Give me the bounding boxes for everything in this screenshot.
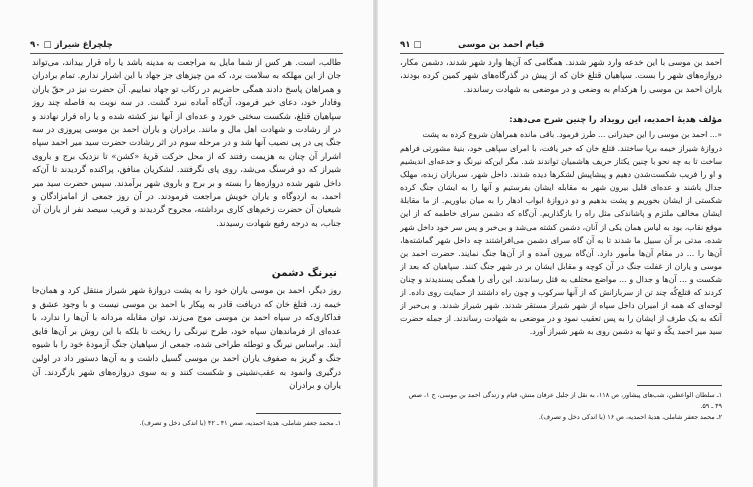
right-page-number-header: ۹۱ □: [400, 40, 422, 50]
quote-line: «... احمد بن موسی را این حیدرانی ... طرز فرمود. باقی مانده همراهان شروع کرده به پشت: [422, 130, 722, 139]
right-footnote-rule: [637, 385, 722, 386]
right-paragraph-2: دروازهٔ شیراز خیمه برپا ساختند. قتلغ خان که خبر یافت، با امرای سپاهی خود، بنیهٔ مشورتی فراهم ساخت تا به چه نحو با چنین یکتاز حریف هاشمیان تواندند شد. مگر این‌که نیرنگ و خدعه‌ای اندیشیم و او را فریب شکست‌شدن دهیم و پیشاپیش لشکرها دیده شدند. داخل شهر، سربازان زبده، مهلک جدال باشند و عده‌ای قلیل بیرون شهر به مقابله ایشان بفرستیم و آنها را به ایشان جنگ کرده شکستی از ایشان بخوریم و پشت بدهیم و دو دروازهٔ ابواب ادهار را به میان بیاوریم. از ما مقابلهٔ ایشان مخالف ملتزم و پاشاندکی مثل راه را بازگذاریم. آن‌گاه که دشمن سرای خاطمه که از این موقع نقاب، بود به لیاس همان یکی از آنان، دشمن کشته می‌شد و بی‌خبر و پس سر خود داخل شهر شده، مدتی بر آن سبیل ما شدند تا به آن گاه سرای دشمن می‌افراشتند چه داخل شهر گماشته‌ها، آن‌ها را ... در مقام آن‌ها مأمور دارد. آن‌گاه بیرون آمده و از آن‌ها جنگ نمایند. حضرت احمد بن موسی و یاران از غفلت جنگ در آن کوچه و مقابل ایشان بر در شهر جنگ کنند. سپاهیان که بعد از شکست و ... آن‌ها و جدال و ... مواضع مختلف به قتل رساندند. این رأی را همگی پسندیدند و چنان کردند که قتلغ‌کُه چند تن از سربازانش که از آنها سرکوب و چون راه داشتند از حمایت روی داده. از لوحه‌ای که همه از امیران داخل سپاه از شهر شیراز مستقر شدند. شهر شیراز شدند. و بی‌خبر از آنکه به یک طرف از ایشان را به پس تعقیب نمود و در موضعی به شهادت رساندند. از جمله حضرت سید میر احمد یکّه و تنها به دشمن روی به شهر شیراز آورد.: [400, 144, 722, 337]
left-paragraph-2: روز دیگر، احمد بن موسی یاران خود را به پشت دروازهٔ شهر شیراز منتقل کرد و همان‌جا خیمه زد. قتلغ خان که دریافت قادر به پیکار با احمد بن موسی نیست و با وجود عشق و فداکاری‌که در سپاه احمد بن موسی موج می‌زند، توان مقابله مردانه با آن‌ها را ندارد، با عده‌ای از فرماندهان سپاه خود، طرح نیرنگی را ریخت تا بلکه با این روش بر آن‌ها فایق آیند. براساس نیرنگ و توطئه طراحی شده، جمعی از سپاهیان جنگ آزمودهٔ خود را با شیوه جنگ و گریز به صفوف یاران احمد بن موسی گسیل داشت و به آن‌ها دستور داد در اولین درگیری وانمود به عقب‌نشینی و شکست کنند و به سوی دروازه‌های شهر بازگردند. آن یاران و برادران: [32, 285, 341, 391]
left-header-rule: [30, 53, 343, 54]
right-header-rule: [400, 53, 724, 54]
right-footnote-1: ۱ـ سلطان الواعظین، شب‌های پیشاور، ص ۱۱۸، به نقل از جلیل عرفان منش، قیام و زندگی احمد بن موسی، ج ۱، صص ۴۹ ـ ۵۹.: [408, 391, 722, 410]
right-running-title: قیام احمد بن موسی: [458, 40, 545, 50]
left-footnote-rule: [256, 413, 341, 414]
left-page: [0, 0, 373, 487]
right-paragraph-1: احمد بن موسی با این خدعه وارد شهر شدند. همگامی که آن‌ها وارد شهر شدند، دشمن مکار، دروازه‌های شهر را بست. سپاهیان قتلغ خان که از پیش در گذرگاه‌های شهر کمین کرده بودند، یاران احمد بن موسی را هرکدام به وضعی و در موضعی به شهادت رساندند.: [400, 57, 722, 94]
left-page-number-header: ۹۰ □ چلچراغ شیراز: [30, 40, 113, 50]
right-page: [378, 0, 753, 487]
right-footnote-2: ۲ـ محمد جعفر شاملی، هدیهٔ احمدیه، ص ۱۶ (با اندکی دخل و تصرف).: [538, 413, 722, 421]
quote-intro: مؤلف هدیهٔ احمدیه، این رویداد را چنین شرح می‌دهد:: [509, 114, 722, 124]
left-paragraph-1: طالب، است. هر کس از شما مایل به مراجعت به مدینه باشد یا راه قرار بیداند، می‌تواند جان از این مهلکه به سلامت برد، که من چیزهای جز جهاد با این اشرار ندارم. تمام برادران و همراهان پاسخ دادند همگی حاضریم در رکاب تو جهاد نماییم. آن حضرت نیز در حقّ یاران وفادار خود، دعای خیر فرمود، آن‌گاه آماده نبرد گشت. در سه نوبت به فاصله چند روز سپاهیان قتلغ، شکست سختی خورد و عده‌ای از آنها نیز کشته شده و یا راه فرار نهادند و در از رشادت و شهادت اهل مال و مانند. برادران و یاران احمد بن موسی پیروزی در سه جنگ پی در پی نصیب آنها شد و در مرحله سوم در اثر رشادت حضرت سید میر احمد سپاه اشرار آن چنان به هزیمت رفتند که از محل حرکت قریهٔ «کشن» تا نزدیک برج و باروی شیراز که دو فرسنگ می‌شد، روی پای نگرفتند. لشکریان منافق، پراکنده گردیدند تا آن‌که داخل شهر شده دروازه‌ها را بسته و بر برج و باروی شهر برآمدند. سپس حضرت سید میر احمد، به اردوگاه و یاران خویش مراجعت فرمودند. در آن روز جمعی از امامزادگان و شیعیان آن حضرت زخم‌های کاری برداشته، مجروح گردیدند و قریب سیصد نفر از یاران آن جناب، به درجه رفیع شهادت رسیدند.: [32, 57, 341, 228]
section-heading: نیرنگ دشمن: [271, 267, 337, 279]
left-footnote: ۱ـ محمد جعفر شاملی، هدیهٔ احمدیه، صص ۴۱ ـ ۴۲ (با اندکی دخل و تصرف).: [139, 419, 341, 427]
